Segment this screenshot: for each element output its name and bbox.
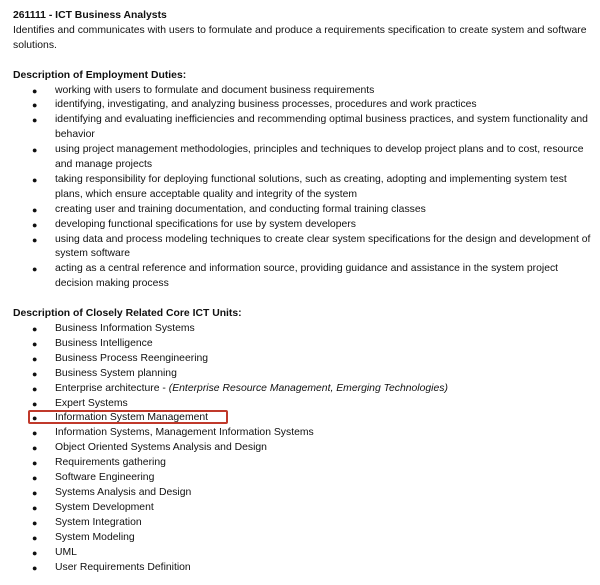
- duty-item: ● identifying, investigating, and analyzing business processes, procedures and work practices: [13, 98, 591, 113]
- bullet-icon: ●: [32, 264, 38, 275]
- unit-item: ● Information Systems, Management Information Systems: [13, 426, 591, 441]
- unit-item: ● Enterprise architecture - (Enterprise Resource Management, Emerging Technologies): [13, 382, 591, 397]
- enterprise-note: (Enterprise Resource Management, Emerging Technologies): [168, 382, 448, 394]
- duty-item: ● acting as a central reference and information source, providing guidance and assistance in the system project decision making process: [32, 263, 559, 290]
- bullet-icon: ●: [32, 473, 38, 484]
- unit-item: ● System Modeling: [13, 531, 591, 546]
- unit-item: ● Business Intelligence: [13, 337, 591, 352]
- unit-item: ● Requirements gathering: [13, 456, 591, 471]
- bullet-icon: ●: [32, 547, 38, 558]
- bullet-icon: ●: [32, 219, 38, 230]
- unit-item: ● Object Oriented Systems Analysis and Design: [13, 441, 591, 456]
- duties-heading: Description of Employment Duties:: [13, 69, 187, 81]
- duty-item: ● developing functional specifications for use by system developers: [13, 218, 591, 233]
- unit-item: ● User Requirements Definition: [13, 561, 591, 576]
- ict-units-list: [13, 322, 591, 575]
- bullet-icon: ●: [32, 413, 38, 424]
- occupation-title: 261111 - ICT Business Analysts: [13, 10, 167, 21]
- duty-item: ● identifying and evaluating inefficiencies and recommending optimal business practices, and system functionality and behavior: [32, 114, 588, 141]
- occupation-intro: Identifies and communicates with users to formulate and produce a requirements specification to create system and software solutions.: [13, 24, 587, 51]
- bullet-icon: ●: [32, 517, 38, 528]
- unit-item: ● Business System planning: [13, 367, 591, 382]
- duty-item: ● using data and process modeling techniques to create clear system specifications for the design and development of system software: [32, 233, 591, 260]
- unit-item: ● System Integration: [13, 516, 591, 531]
- bullet-icon: ●: [32, 353, 38, 364]
- unit-item: ● UML: [13, 546, 591, 561]
- duty-item: ● working with users to formulate and document business requirements: [13, 84, 591, 99]
- bullet-icon: ●: [32, 85, 38, 96]
- duty-item: ● creating user and training documentation, and conducting formal training classes: [13, 203, 591, 218]
- unit-item: ● Software Engineering: [13, 471, 591, 486]
- bullet-icon: ●: [32, 174, 38, 185]
- unit-item: ● Business Process Reengineering: [13, 352, 591, 367]
- bullet-icon: ●: [32, 204, 38, 215]
- duty-item: ● using project management methodologies, principles and techniques to develop project plans and to cost, resource and manage projects: [32, 144, 584, 171]
- bullet-icon: ●: [32, 383, 38, 394]
- unit-item: ● Business Information Systems: [13, 322, 591, 337]
- bullet-icon: ●: [32, 502, 38, 513]
- bullet-icon: ●: [32, 145, 38, 156]
- bullet-icon: ●: [32, 368, 38, 379]
- bullet-icon: ●: [32, 100, 38, 111]
- bullet-icon: ●: [32, 234, 38, 245]
- bullet-icon: ●: [32, 428, 38, 439]
- bullet-icon: ●: [32, 338, 38, 349]
- bullet-icon: ●: [32, 487, 38, 498]
- unit-item: ● Systems Analysis and Design: [13, 486, 591, 501]
- bullet-icon: ●: [32, 115, 38, 126]
- bullet-icon: ●: [32, 562, 38, 573]
- bullet-icon: ●: [32, 458, 38, 469]
- unit-item: ● System Development: [13, 501, 591, 516]
- unit-item-highlighted: ● Information System Management: [13, 411, 591, 426]
- bullet-icon: ●: [32, 324, 38, 334]
- bullet-icon: ●: [32, 532, 38, 543]
- duty-item: ● taking responsibility for deploying functional solutions, such as creating, adopting and implementing system test plans, which ensure acceptable quality and integrity of the system: [32, 173, 567, 200]
- ict-units-heading: Description of Closely Related Core ICT Units:: [13, 308, 242, 320]
- bullet-icon: ●: [32, 443, 38, 454]
- bullet-icon: ●: [32, 398, 38, 409]
- unit-item: ● Expert Systems: [13, 397, 591, 412]
- document-page: [13, 9, 591, 575]
- duties-list: [13, 84, 591, 293]
